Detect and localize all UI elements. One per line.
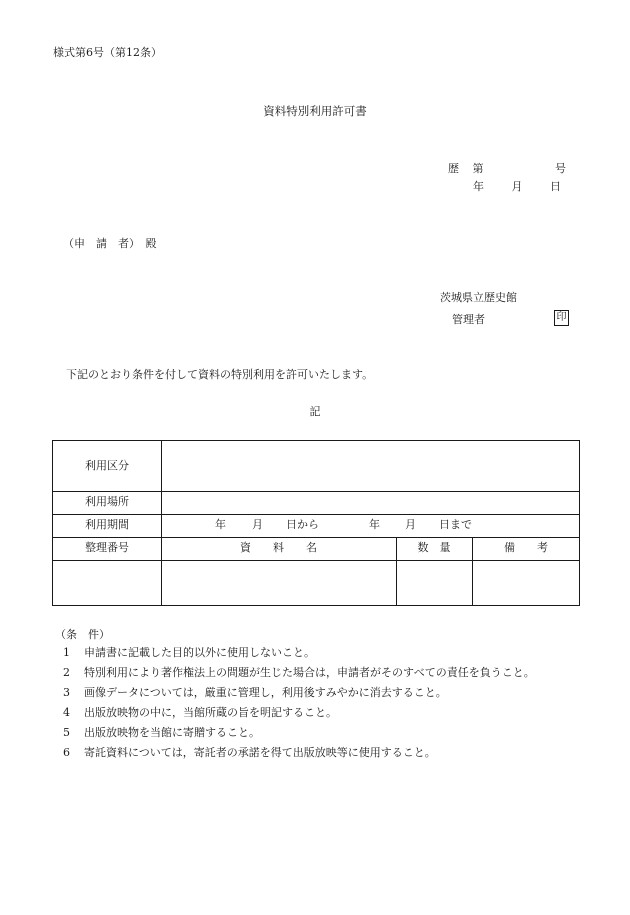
period-year-end: 年: [369, 518, 380, 531]
col-divider: [161, 441, 162, 606]
label-usage-place: 利用場所: [85, 495, 129, 508]
date-day: 日: [550, 180, 561, 193]
period-month-end: 月: [405, 518, 416, 531]
applicant-line: （申 請 者） 殿: [63, 237, 157, 250]
condition-number: 4: [63, 706, 70, 719]
period-month-start: 月: [252, 518, 263, 531]
doc-number-go: 号: [555, 162, 566, 175]
date-year: 年: [473, 180, 484, 193]
row-divider: [53, 514, 580, 515]
condition-number: 2: [63, 666, 70, 679]
condition-number: 3: [63, 686, 70, 699]
header-material: 資 料 名: [240, 541, 317, 554]
condition-text: 出版放映物を当館に寄贈すること。: [84, 726, 260, 739]
header-remarks: 備 考: [504, 541, 548, 554]
condition-number: 1: [63, 646, 70, 659]
header-number: 整理番号: [85, 541, 129, 554]
issue-date: [473, 180, 561, 194]
condition-number: 6: [63, 746, 70, 759]
period-day-to: 日まで: [439, 518, 472, 531]
document-title: 資料特別利用許可書: [263, 104, 367, 118]
condition-text: 特別利用により著作権法上の問題が生じた場合は，申請者がそのすべての責任を負うこと。: [84, 666, 535, 679]
condition-text: 画像データについては，厳重に管理し，利用後すみやかに消去すること。: [84, 686, 447, 699]
conditions-heading: （条 件）: [55, 628, 110, 641]
issuer-manager: 管理者: [452, 313, 485, 326]
row-divider: [53, 537, 580, 538]
intro-text: 下記のとおり条件を付して資料の特別利用を許可いたします。: [66, 368, 374, 381]
ki-heading: 記: [309, 405, 321, 418]
issuer-org: 茨城県立歴史館: [440, 291, 517, 304]
date-month: 月: [511, 180, 523, 193]
label-usage-type: 利用区分: [85, 459, 129, 472]
label-usage-period: 利用期間: [85, 518, 129, 531]
row-divider: [53, 491, 580, 492]
seal-stamp: 印: [554, 310, 569, 326]
condition-text: 出版放映物の中に，当館所蔵の旨を明記すること。: [84, 706, 337, 719]
row-divider: [53, 560, 580, 561]
form-number: 様式第6号（第12条）: [53, 46, 162, 59]
permit-table: [52, 440, 580, 606]
doc-number-dai: 第: [472, 162, 484, 175]
condition-text: 申請書に記載した目的以外に使用しないこと。: [84, 646, 315, 659]
doc-number-prefix: 歴: [448, 162, 459, 175]
condition-number: 5: [63, 726, 70, 739]
period-year-start: 年: [215, 518, 226, 531]
document-number: [448, 162, 566, 176]
condition-text: 寄託資料については，寄託者の承諾を得て出版放映等に使用すること。: [84, 746, 436, 759]
header-quantity: 数 量: [417, 541, 451, 554]
period-day-from: 日から: [286, 518, 319, 531]
